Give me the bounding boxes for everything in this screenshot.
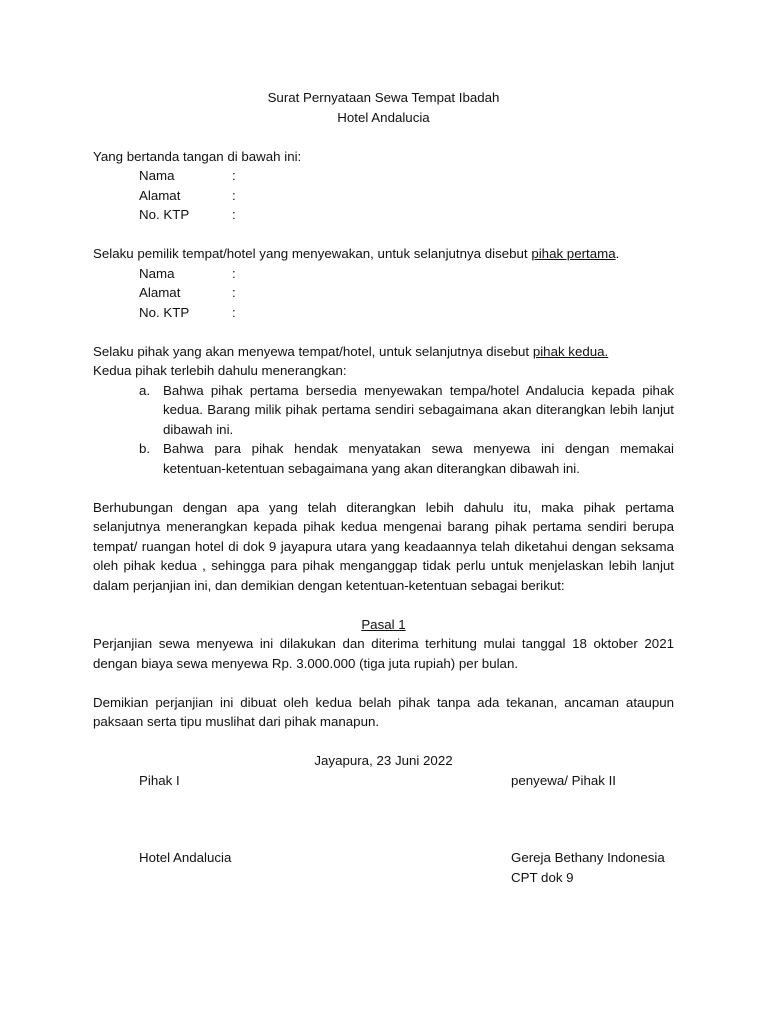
list-item: [93, 439, 674, 478]
article-text: Perjanjian sewa menyewa ini dilakukan dan diterima terhitung mulai tanggal 18 oktober 2021 dengan biaya sewa menyewa Rp. 3.000.000 (tiga juta rupiah) per bulan.: [93, 636, 674, 671]
field-label: Alamat: [139, 285, 181, 300]
spacer: [93, 478, 674, 498]
field-label: Nama: [139, 265, 175, 281]
signature-left-name: Hotel Andalucia: [139, 850, 232, 865]
statement-text: Selaku pemilik tempat/hotel yang menyewakan, untuk selanjutnya disebut: [93, 246, 532, 261]
signature-right-name: Gereja Bethany Indonesia: [511, 850, 665, 865]
main-paragraph: Berhubungan dengan apa yang telah diterangkan lebih dahulu itu, maka pihak pertama selanjutnya menerangkan kepada pihak kedua mengenai barang pihak pertama sendiri berupa tempat/ ruangan hotel di dok 9 jayapura utara yang keadaannya telah diketahui dengan seksama oleh pihak kedua , sehingga para pihak menganggap tidak perlu untuk menjelaskan lebih lanjut dalam perjanjian ini, dan demikian dengan ketentuan-ketentuan sebagai berikut:: [93, 499, 674, 593]
spacer: [93, 225, 674, 245]
field-colon: :: [232, 304, 236, 320]
list-marker: b.: [139, 441, 151, 456]
field-row-name: [93, 166, 674, 186]
field-colon: :: [232, 285, 236, 300]
party1-fields: [93, 166, 674, 225]
field-row-ktp: [93, 303, 674, 323]
signature-space: [93, 790, 674, 848]
signature-names: [93, 848, 674, 868]
field-label: No. KTP: [139, 304, 190, 320]
spacer: [93, 127, 674, 147]
document-title: Surat Pernyataan Sewa Tempat Ibadah: [267, 90, 500, 105]
signature-left-role: Pihak I: [139, 772, 180, 788]
document-subtitle: Hotel Andalucia: [337, 109, 430, 125]
document-page: [93, 88, 674, 887]
signature-subnames: [93, 868, 674, 888]
party2-fields: [93, 264, 674, 323]
field-row-address: [93, 283, 674, 303]
article-title: Pasal 1: [361, 616, 406, 632]
declaration-list: [93, 381, 674, 479]
signature-right-role: penyewa/ Pihak II: [511, 772, 616, 788]
field-label: Alamat: [139, 187, 181, 203]
party1-term: pihak pertama: [531, 246, 616, 261]
field-label: Nama: [139, 168, 175, 183]
field-colon: :: [232, 265, 236, 281]
statement-end: .: [615, 246, 620, 261]
spacer: [93, 673, 674, 693]
spacer: [93, 322, 674, 342]
field-row-name: [93, 264, 674, 284]
intro-line: Yang bertanda tangan di bawah ini:: [93, 148, 302, 164]
list-item-text: Bahwa pihak pertama bersedia menyewakan tempa/hotel Andalucia kepada pihak kedua. Barang milik pihak pertama sendiri sebagaimana akan diterangkan lebih lanjut dibawah ini.: [163, 382, 674, 437]
party2-statement: [93, 342, 674, 362]
party1-statement: [93, 244, 674, 264]
closing-paragraph: Demikian perjanjian ini dibuat oleh kedua belah pihak tanpa ada tekanan, ancaman ataupun paksaan serta tipu muslihat dari pihak manapun.: [93, 694, 674, 729]
statement-text: Selaku pihak yang akan menyewa tempat/hotel, untuk selanjutnya disebut: [93, 343, 533, 359]
field-row-ktp: [93, 205, 674, 225]
field-colon: :: [232, 207, 236, 222]
field-label: No. KTP: [139, 207, 190, 222]
spacer: [93, 732, 674, 752]
field-colon: :: [232, 168, 236, 183]
declaration-intro: Kedua pihak terlebih dahulu menerangkan:: [93, 363, 347, 378]
place-date: Jayapura, 23 Juni 2022: [314, 753, 453, 768]
field-row-address: [93, 186, 674, 206]
signature-roles: [93, 771, 674, 791]
party2-term: pihak kedua.: [532, 343, 609, 359]
field-colon: :: [232, 187, 236, 203]
list-marker: a.: [139, 382, 151, 398]
signature-right-subname: CPT dok 9: [511, 869, 574, 885]
spacer: [93, 595, 674, 615]
list-item-text: Bahwa para pihak hendak menyatakan sewa menyewa ini dengan memakai ketentuan-ketentuan sebagaimana yang akan diterangkan dibawah ini.: [163, 441, 674, 476]
list-item: [93, 381, 674, 440]
